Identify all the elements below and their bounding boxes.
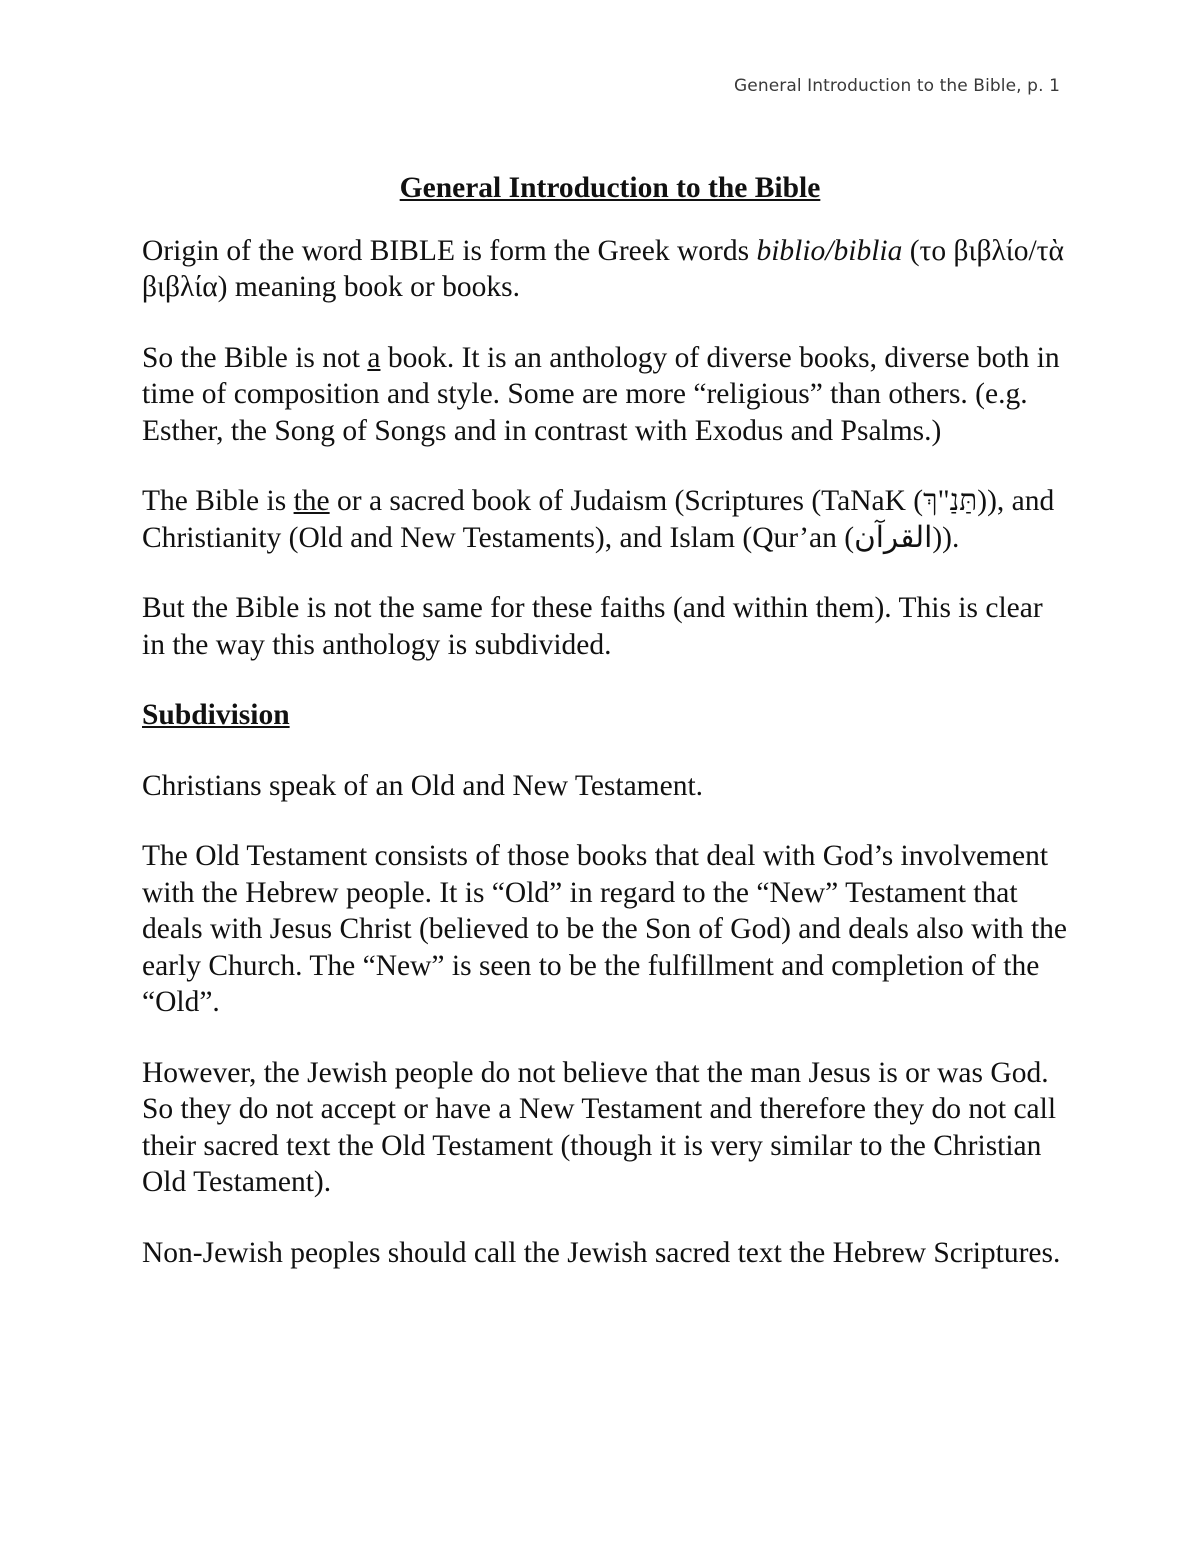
text-span: Origin of the word BIBLE is form the Greek words xyxy=(142,234,757,267)
paragraph-old-testament: The Old Testament consists of those books that deal with God’s involvement with the Hebrew people. It is “Old” in regard to the “New” Testament that deals with Jesus Christ (believed to be the Son of God) and deals also with the early Church. The “New” is seen to be the fulfillment and completion of the “Old”. xyxy=(142,840,1067,1018)
paragraph-not-same: But the Bible is not the same for these faiths (and within them). This is clear in the way this anthology is subdivided. xyxy=(142,592,1043,661)
paragraph-jewish-people: However, the Jewish people do not believe that the man Jesus is or was God. So they do not accept or have a New Testament and therefore they do not call their sacred text the Old Testament (though it is very similar to the Christian Old Testament). xyxy=(142,1056,1057,1198)
underlined-word: the xyxy=(293,485,330,517)
underlined-word: a xyxy=(367,341,381,374)
paragraph-origin xyxy=(142,233,1072,306)
paragraph-sacred-book xyxy=(142,483,1072,556)
text-span: )). xyxy=(932,521,960,554)
document-body xyxy=(142,170,1072,1305)
text-span: So the Bible is not xyxy=(142,341,368,374)
text-span: (το βιβλίο/τὰ βιβλία) meaning book or books. xyxy=(142,234,1064,303)
document-title: General Introduction to the Bible xyxy=(399,172,821,204)
page-header: General Introduction to the Bible, p. 1 xyxy=(733,76,1060,96)
paragraph-anthology xyxy=(142,340,1072,450)
paragraph-christians: Christians speak of an Old and New Testament. xyxy=(142,769,704,802)
text-span: The Bible is xyxy=(142,485,294,517)
hebrew-term: תַּנַ"ךְ xyxy=(923,485,978,517)
text-span: or a sacred book of Judaism (Scriptures (TaNaK ( xyxy=(329,485,924,517)
text-span: book. It is an anthology of diverse books, diverse both in time of composition and style. Some are more “religious” than others. (e.g. Esther, the Song of Songs and in contrast with Exodus and Psalms.) xyxy=(142,341,1060,447)
italic-term: biblio/biblia xyxy=(756,234,903,267)
section-heading-subdivision: Subdivision xyxy=(142,699,290,731)
arabic-term: القرآن xyxy=(854,521,933,554)
text-span: )), and Christianity (Old and New Testaments), and Islam (Qur’an ( xyxy=(142,485,1055,554)
paragraph-hebrew-scriptures: Non-Jewish peoples should call the Jewish sacred text the Hebrew Scriptures. xyxy=(142,1236,1061,1269)
